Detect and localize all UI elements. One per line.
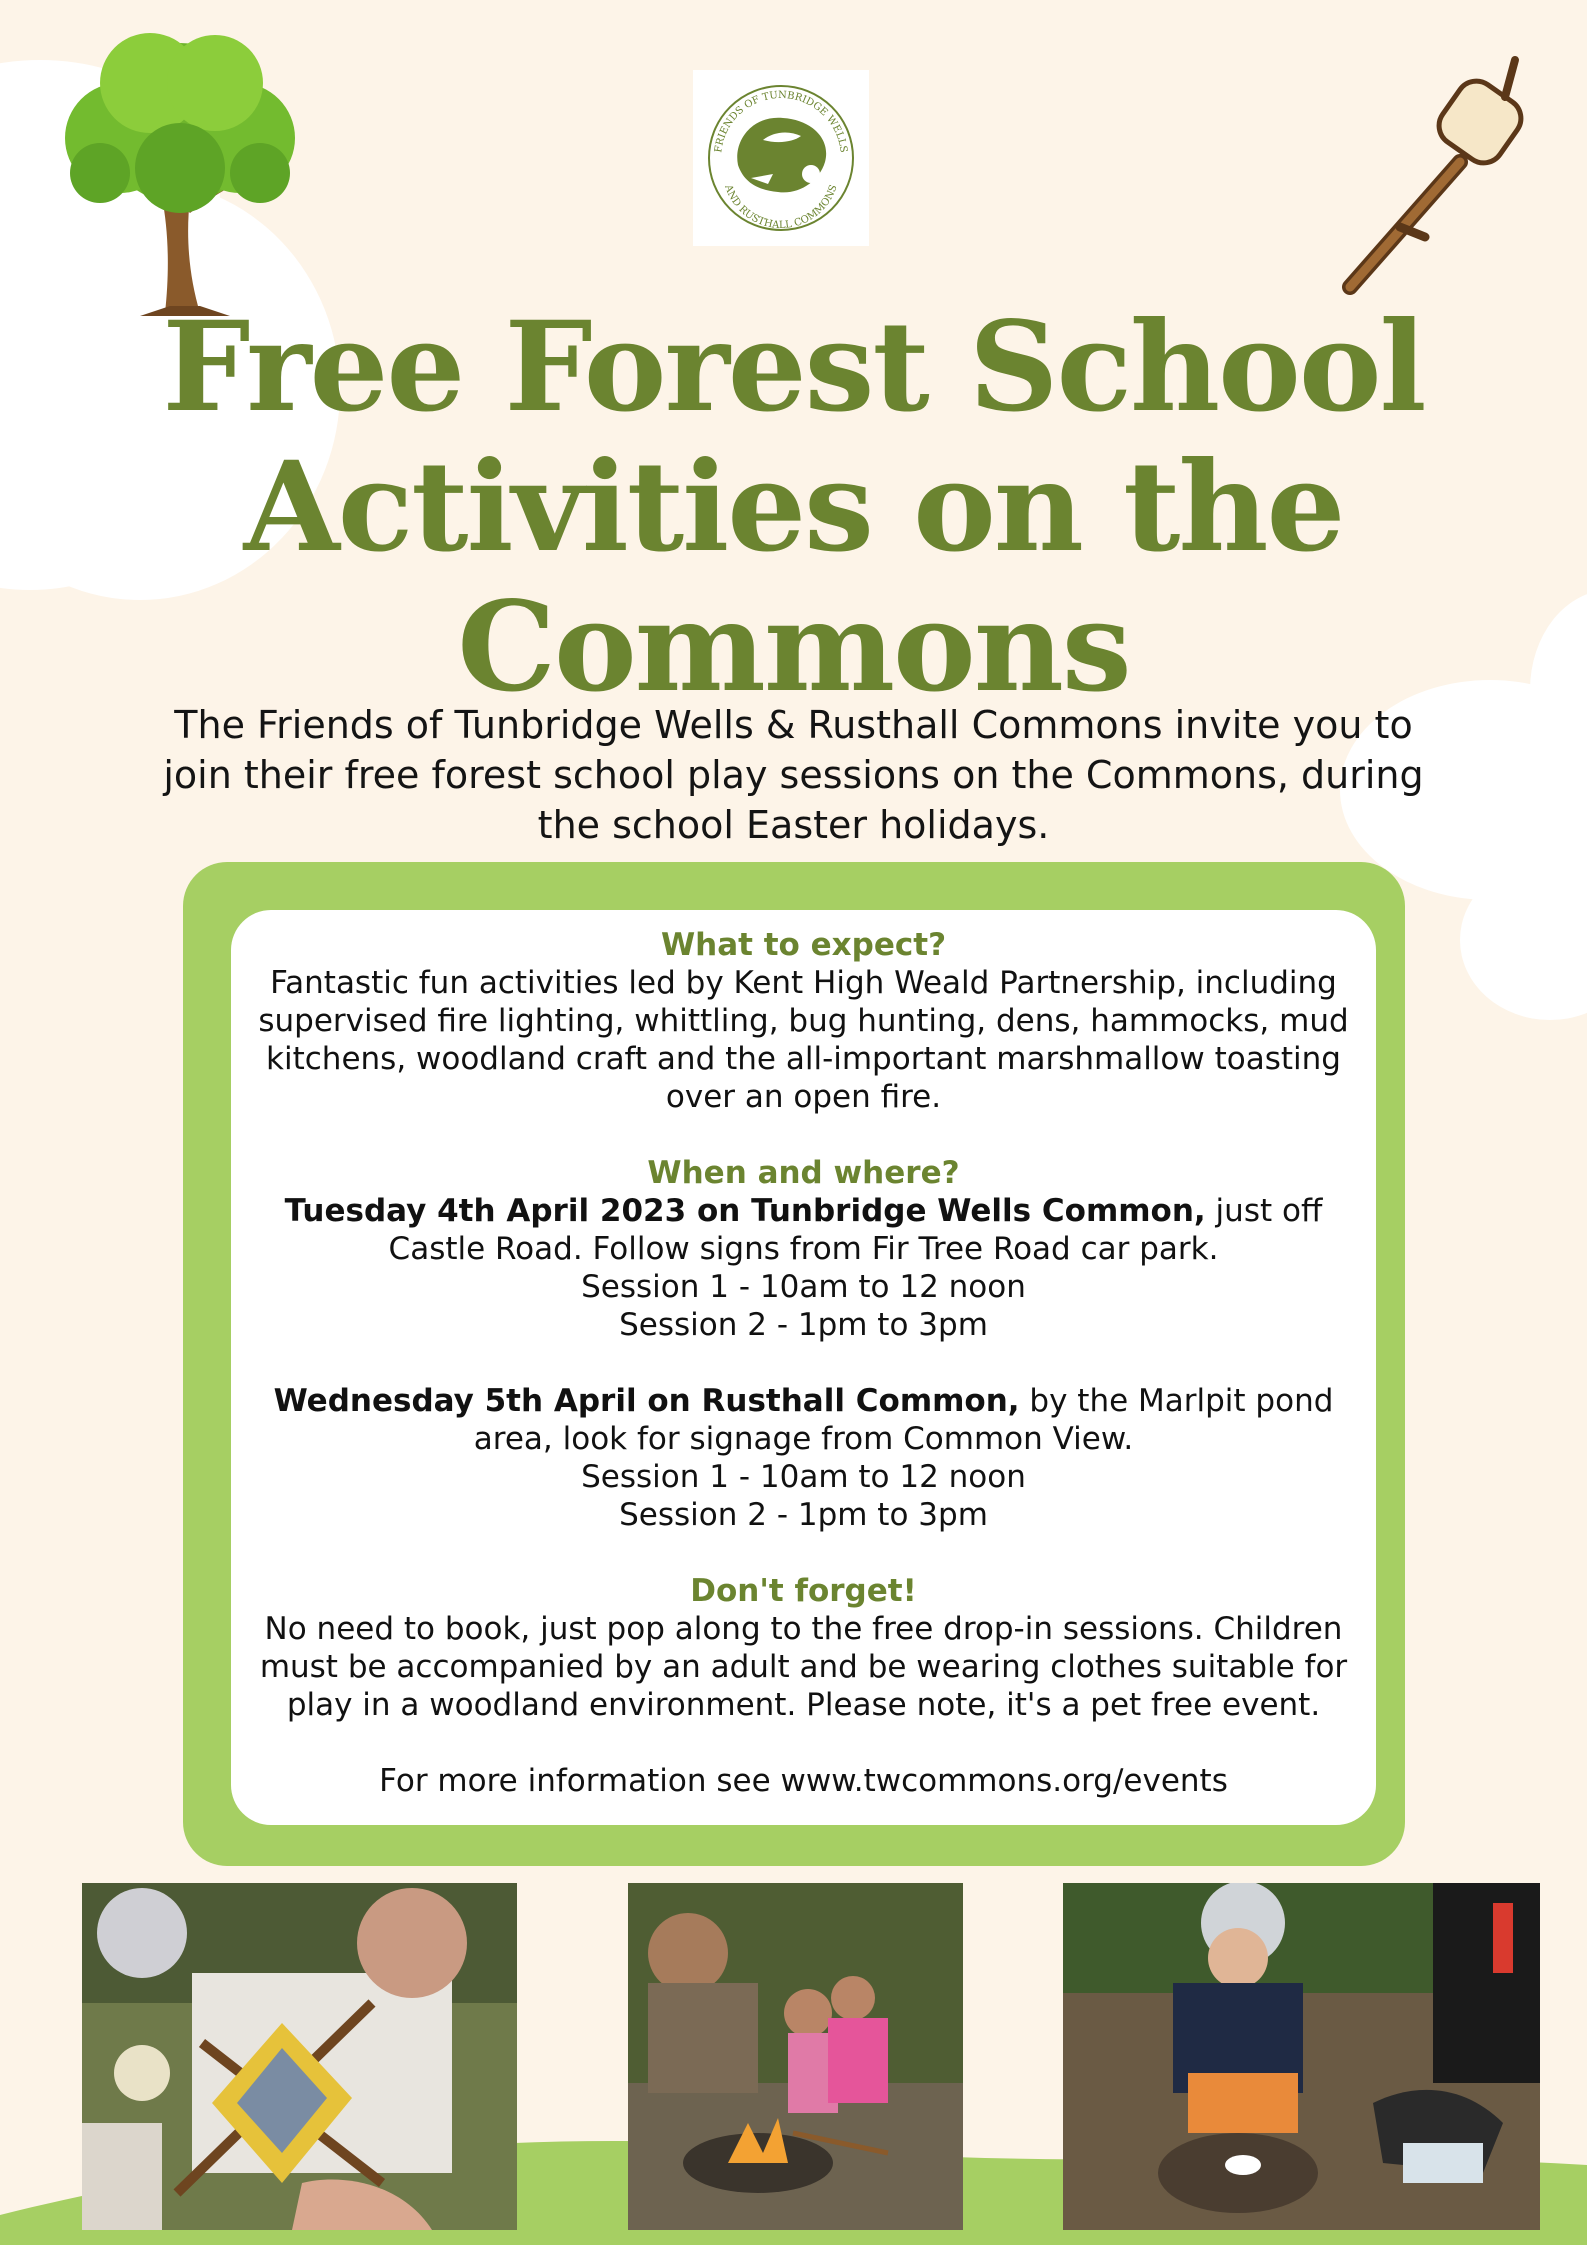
event-1-session-2: Session 2 - 1pm to 3pm: [619, 1307, 988, 1343]
event-2-session-2: Session 2 - 1pm to 3pm: [619, 1497, 988, 1533]
event-1-date-place: Tuesday 4th April 2023 on Tunbridge Wells Common,: [284, 1193, 1206, 1229]
event-1-session-1: Session 1 - 10am to 12 noon: [581, 1269, 1026, 1305]
more-info-link[interactable]: For more information see www.twcommons.org/events: [379, 1763, 1228, 1799]
logo-emblem: [693, 70, 869, 246]
forget-heading: Don't forget!: [690, 1573, 917, 1609]
photo-weaving-craft: [82, 1883, 517, 2230]
when-heading: When and where?: [647, 1155, 960, 1191]
logo-text-bottom: AND RUSTHALL COMMONS: [722, 183, 840, 232]
friends-logo: [693, 70, 869, 246]
info-content: [231, 926, 1376, 1800]
intro-text: The Friends of Tunbridge Wells & Rusthall Commons invite you to join their free forest school play sessions on the Commons, during the school Easter holidays.: [163, 703, 1424, 847]
event-1: [231, 1192, 1376, 1268]
marshmallow-stick-illustration: [1340, 52, 1540, 302]
logo-text-top: FRIENDS OF TUNBRIDGE WELLS: [713, 89, 849, 154]
expect-heading: What to expect?: [660, 927, 947, 963]
tree-illustration: [40, 28, 320, 318]
photo-marshmallow-toasting: [628, 1883, 963, 2230]
expect-body: Fantastic fun activities led by Kent High Weald Partnership, including supervised fire lighting, whittling, bug hunting, dens, hammocks, mud kitchens, woodland craft and the all-important marshmallow toasting over an open fire.: [258, 965, 1349, 1115]
photo-fire-lighting: [1063, 1883, 1540, 2230]
forget-body: No need to book, just pop along to the free drop-in sessions. Children must be accompanied by an adult and be wearing clothes suitable for play in a woodland environment. Please note, it's a pet free event.: [259, 1611, 1348, 1723]
event-2: [231, 1382, 1376, 1458]
event-2-session-1: Session 1 - 10am to 12 noon: [581, 1459, 1026, 1495]
event-2-date-place: Wednesday 5th April on Rusthall Common,: [273, 1383, 1020, 1419]
page-title: Free Forest School Activities on the Commons: [162, 295, 1425, 720]
event-1-details: just off Castle Road. Follow signs from Fir Tree Road car park.: [388, 1193, 1323, 1267]
event-2-details: by the Marlpit pond area, look for signage from Common View.: [473, 1383, 1334, 1457]
